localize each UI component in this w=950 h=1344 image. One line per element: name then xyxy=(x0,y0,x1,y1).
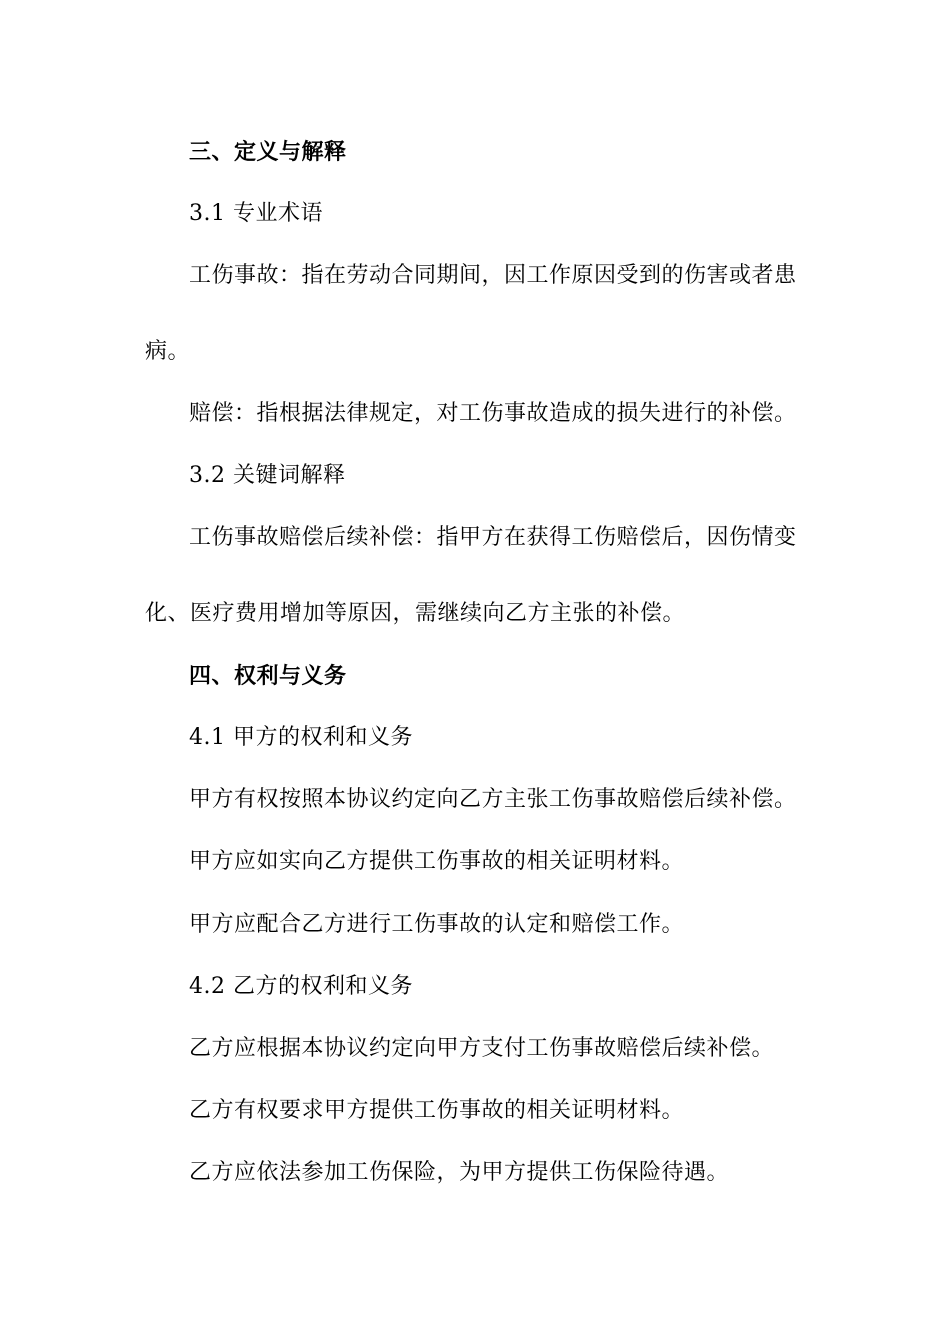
section-3-heading: 三、定义与解释 xyxy=(189,139,347,165)
paragraph-line: 化、医疗费用增加等原因，需继续向乙方主张的补偿。 xyxy=(145,601,686,626)
subsection-3-2-title: 3.2 关键词解释 xyxy=(189,463,346,488)
subsection-3-1-title: 3.1 专业术语 xyxy=(189,201,323,226)
paragraph-line: 赔偿：指根据法律规定，对工伤事故造成的损失进行的补偿。 xyxy=(189,401,797,426)
paragraph-line: 病。 xyxy=(145,339,191,364)
paragraph-line: 工伤事故：指在劳动合同期间，因工作原因受到的伤害或者患 xyxy=(189,263,797,288)
paragraph-line: 乙方有权要求甲方提供工伤事故的相关证明材料。 xyxy=(189,1098,685,1123)
subsection-4-1-title: 4.1 甲方的权利和义务 xyxy=(189,725,413,750)
paragraph-line: 甲方应配合乙方进行工伤事故的认定和赔偿工作。 xyxy=(189,912,685,937)
paragraph-line: 乙方应根据本协议约定向甲方支付工伤事故赔偿后续补偿。 xyxy=(189,1036,775,1061)
section-4-heading: 四、权利与义务 xyxy=(189,663,347,689)
paragraph-line: 乙方应依法参加工伤保险，为甲方提供工伤保险待遇。 xyxy=(189,1160,730,1185)
paragraph-line: 甲方应如实向乙方提供工伤事故的相关证明材料。 xyxy=(189,849,685,874)
paragraph-line: 甲方有权按照本协议约定向乙方主张工伤事故赔偿后续补偿。 xyxy=(189,787,797,812)
subsection-4-2-title: 4.2 乙方的权利和义务 xyxy=(189,974,413,999)
paragraph-line: 工伤事故赔偿后续补偿：指甲方在获得工伤赔偿后，因伤情变 xyxy=(189,525,797,550)
